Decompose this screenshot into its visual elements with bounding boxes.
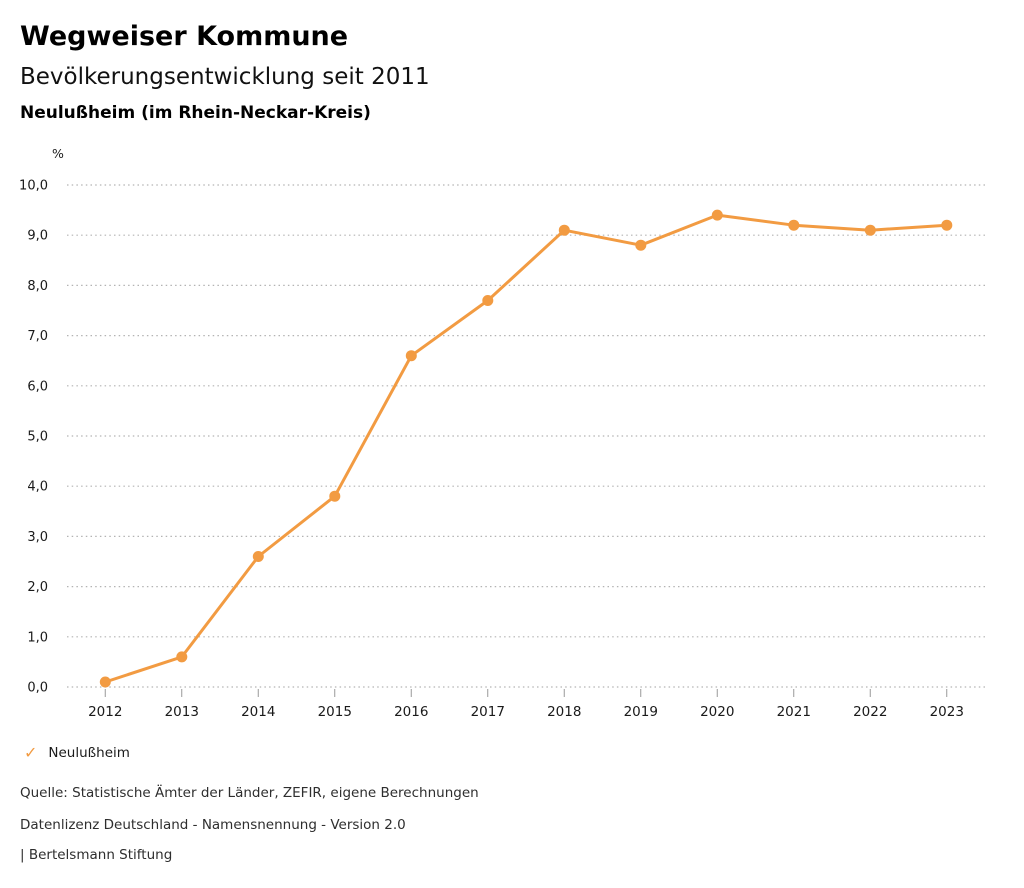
x-axis-tick-label: 2012 xyxy=(88,704,123,720)
source-note: Quelle: Statistische Ämter der Länder, ZEFIR, eigene Berechnungen xyxy=(20,785,479,801)
data-point[interactable] xyxy=(253,551,264,562)
data-point[interactable] xyxy=(329,491,340,502)
y-axis-tick-label: 5,0 xyxy=(27,429,48,445)
y-axis-unit-label: % xyxy=(52,146,64,161)
attribution-note: | Bertelsmann Stiftung xyxy=(20,847,173,863)
data-point[interactable] xyxy=(788,220,799,231)
y-axis-tick-label: 7,0 xyxy=(27,329,48,345)
data-point[interactable] xyxy=(176,651,187,662)
x-axis-tick-label: 2016 xyxy=(394,704,429,720)
y-axis-tick-label: 1,0 xyxy=(27,630,48,646)
legend-check-icon: ✓ xyxy=(24,743,38,762)
data-point[interactable] xyxy=(406,350,417,361)
data-point[interactable] xyxy=(941,220,952,231)
data-point[interactable] xyxy=(635,240,646,251)
chart-location: Neulußheim (im Rhein-Neckar-Kreis) xyxy=(20,103,371,123)
data-point[interactable] xyxy=(100,677,111,688)
x-axis-tick-label: 2015 xyxy=(317,704,352,720)
data-point[interactable] xyxy=(559,225,570,236)
y-axis-tick-label: 2,0 xyxy=(27,580,48,596)
x-axis-tick-label: 2019 xyxy=(623,704,658,720)
x-axis-tick-label: 2013 xyxy=(164,704,199,720)
x-axis-tick-label: 2021 xyxy=(776,704,811,720)
x-axis-tick-label: 2023 xyxy=(929,704,964,720)
x-axis-tick-label: 2018 xyxy=(547,704,582,720)
data-point[interactable] xyxy=(712,210,723,221)
x-axis-tick-label: 2014 xyxy=(241,704,276,720)
data-point[interactable] xyxy=(482,295,493,306)
page-title: Wegweiser Kommune xyxy=(20,21,349,52)
y-axis-tick-label: 4,0 xyxy=(27,479,48,495)
legend-label: Neulußheim xyxy=(48,745,130,761)
y-axis-tick-label: 3,0 xyxy=(27,529,48,545)
x-axis-tick-label: 2017 xyxy=(470,704,505,720)
y-axis-tick-label: 8,0 xyxy=(27,278,48,294)
data-point[interactable] xyxy=(865,225,876,236)
y-axis-tick-label: 10,0 xyxy=(19,178,48,194)
chart-subtitle: Bevölkerungsentwicklung seit 2011 xyxy=(20,64,430,90)
x-axis-tick-label: 2020 xyxy=(700,704,735,720)
x-axis-tick-label: 2022 xyxy=(853,704,888,720)
y-axis-tick-label: 9,0 xyxy=(27,228,48,244)
license-note: Datenlizenz Deutschland - Namensnennung - Version 2.0 xyxy=(20,817,406,833)
y-axis-tick-label: 0,0 xyxy=(27,680,48,696)
y-axis-tick-label: 6,0 xyxy=(27,379,48,395)
legend-item-neulussheim[interactable] xyxy=(24,745,130,761)
